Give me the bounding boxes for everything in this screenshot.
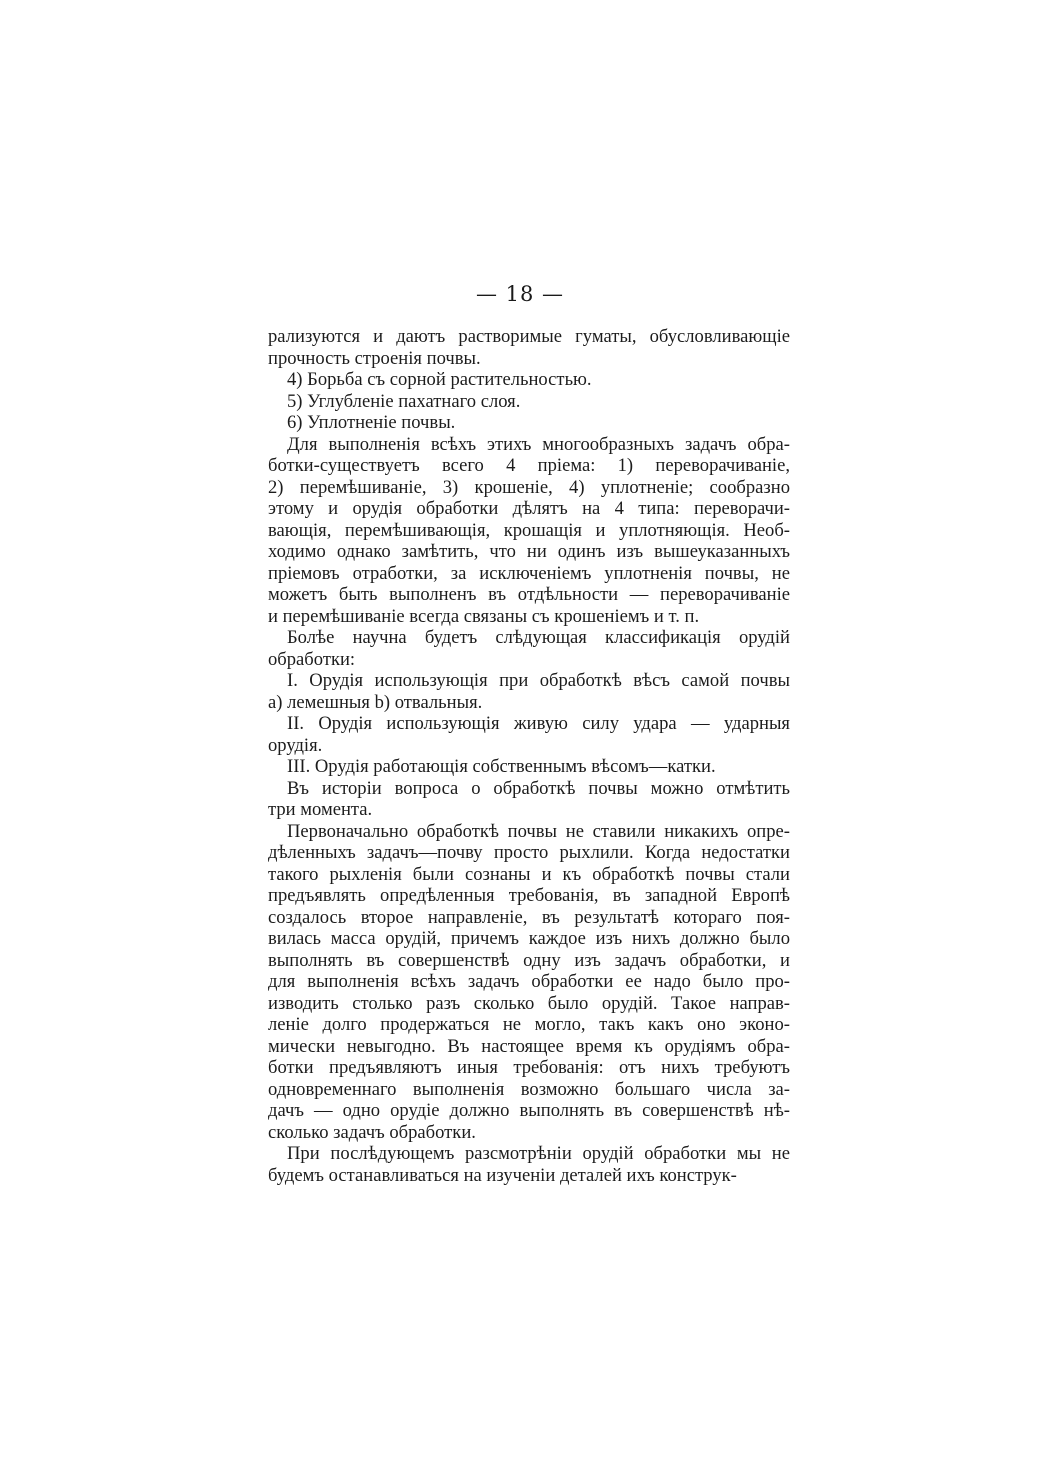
text-line: вилась масса орудій, причемъ каждое изъ нихъ должно было bbox=[268, 928, 790, 949]
text-line: мически невыгодно. Въ настоящее время къ орудіямъ обра- bbox=[268, 1035, 790, 1057]
paragraph bbox=[268, 326, 790, 369]
paragraph bbox=[268, 821, 790, 1144]
text-line: а) лемешныя b) отвальныя. bbox=[268, 691, 483, 713]
text-line: 6) Уплотненіе почвы. bbox=[287, 412, 456, 433]
text-line: Для выполненія всѣхъ этихъ многообразныхъ задачъ обра- bbox=[287, 433, 790, 455]
body-text bbox=[268, 326, 790, 1186]
text-line: леніе долго продержаться не могло, такъ какъ оно эконо- bbox=[268, 1014, 790, 1035]
text-line: дѣленныхъ задачъ—почву просто рыхлили. Когда недостатки bbox=[268, 842, 790, 863]
paragraph bbox=[268, 627, 790, 670]
text-line: Въ исторіи вопроса о обработкѣ почвы можно отмѣтить bbox=[287, 777, 790, 799]
text-line: 2) перемѣшиваніе, 3) крошеніе, 4) уплотненіе; сообразно bbox=[268, 476, 790, 498]
text-line: предъявлять опредѣленныя требованія, въ западной Европѣ bbox=[268, 885, 790, 906]
text-line: ботки-существуетъ всего 4 пріема: 1) переворачиваніе, bbox=[268, 455, 790, 476]
text-line: вающія, перемѣшивающія, крошащія и уплотняющія. Необ- bbox=[268, 519, 790, 541]
paragraph bbox=[268, 369, 790, 391]
text-line: и перемѣшиваніе всегда связаны съ крошеніемъ и т. п. bbox=[268, 605, 700, 627]
text-line: дачъ — одно орудіе должно выполнять въ совершенствѣ нѣ- bbox=[268, 1100, 790, 1121]
text-line: сколько задачъ обработки. bbox=[268, 1121, 476, 1143]
text-line: прочность строенія почвы. bbox=[268, 347, 481, 369]
text-line: III. Орудія работающія собственнымъ вѣсомъ—катки. bbox=[287, 756, 716, 777]
text-line: обработки: bbox=[268, 648, 356, 670]
text-line: 4) Борьба съ сорной растительностью. bbox=[287, 369, 592, 390]
page-number: — 18 — bbox=[475, 282, 565, 306]
paragraph bbox=[268, 434, 790, 628]
text-line: три момента. bbox=[268, 799, 373, 820]
text-line: такого рыхленія были сознаны и къ обработкѣ почвы стали bbox=[268, 863, 790, 885]
text-line: выполнять въ совершенствѣ одну изъ задачъ обработки, и bbox=[268, 949, 790, 971]
text-line: орудія. bbox=[268, 734, 323, 756]
paragraph bbox=[268, 1143, 790, 1186]
paragraph bbox=[268, 412, 790, 434]
text-line: этому и орудія обработки дѣлятъ на 4 типа: переворачи- bbox=[268, 498, 790, 519]
paragraph bbox=[268, 756, 790, 778]
text-line: При послѣдующемъ разсмотрѣніи орудій обработки мы не bbox=[287, 1143, 790, 1164]
text-line: одновременнаго выполненія возможно большаго числа за- bbox=[268, 1078, 790, 1100]
text-line: будемъ останавливаться на изученіи деталей ихъ конструк- bbox=[268, 1164, 737, 1186]
text-line: можетъ быть выполненъ въ отдѣльности — переворачиваніе bbox=[268, 584, 790, 605]
text-line: ботки предъявляютъ иныя требованія: отъ нихъ требуютъ bbox=[268, 1057, 790, 1078]
text-line: II. Орудія использующія живую силу удара — ударныя bbox=[287, 713, 790, 734]
text-line: изводить столько разъ сколько было орудій. Такое направ- bbox=[268, 992, 790, 1014]
text-line: для выполненія всѣхъ задачъ обработки ее надо было про- bbox=[268, 971, 790, 992]
text-line: рализуются и даютъ растворимые гуматы, обусловливающіе bbox=[268, 326, 790, 347]
text-line: ходимо однако замѣтить, что ни одинъ изъ вышеуказанныхъ bbox=[268, 541, 790, 562]
paragraph bbox=[268, 778, 790, 821]
paragraph bbox=[268, 713, 790, 756]
text-line: I. Орудія использующія при обработкѣ вѣсъ самой почвы bbox=[287, 670, 790, 691]
text-line: создалось второе направленіе, въ результатѣ котораго поя- bbox=[268, 906, 790, 928]
paragraph bbox=[268, 391, 790, 413]
paragraph bbox=[268, 670, 790, 713]
text-line: 5) Углубленіе пахатнаго слоя. bbox=[287, 390, 521, 412]
text-line: Первоначально обработкѣ почвы не ставили никакихъ опре- bbox=[287, 820, 790, 842]
text-line: Болѣе научна будетъ слѣдующая классификація орудій bbox=[287, 627, 790, 648]
text-line: пріемовъ отработки, за исключеніемъ уплотненія почвы, не bbox=[268, 562, 790, 584]
